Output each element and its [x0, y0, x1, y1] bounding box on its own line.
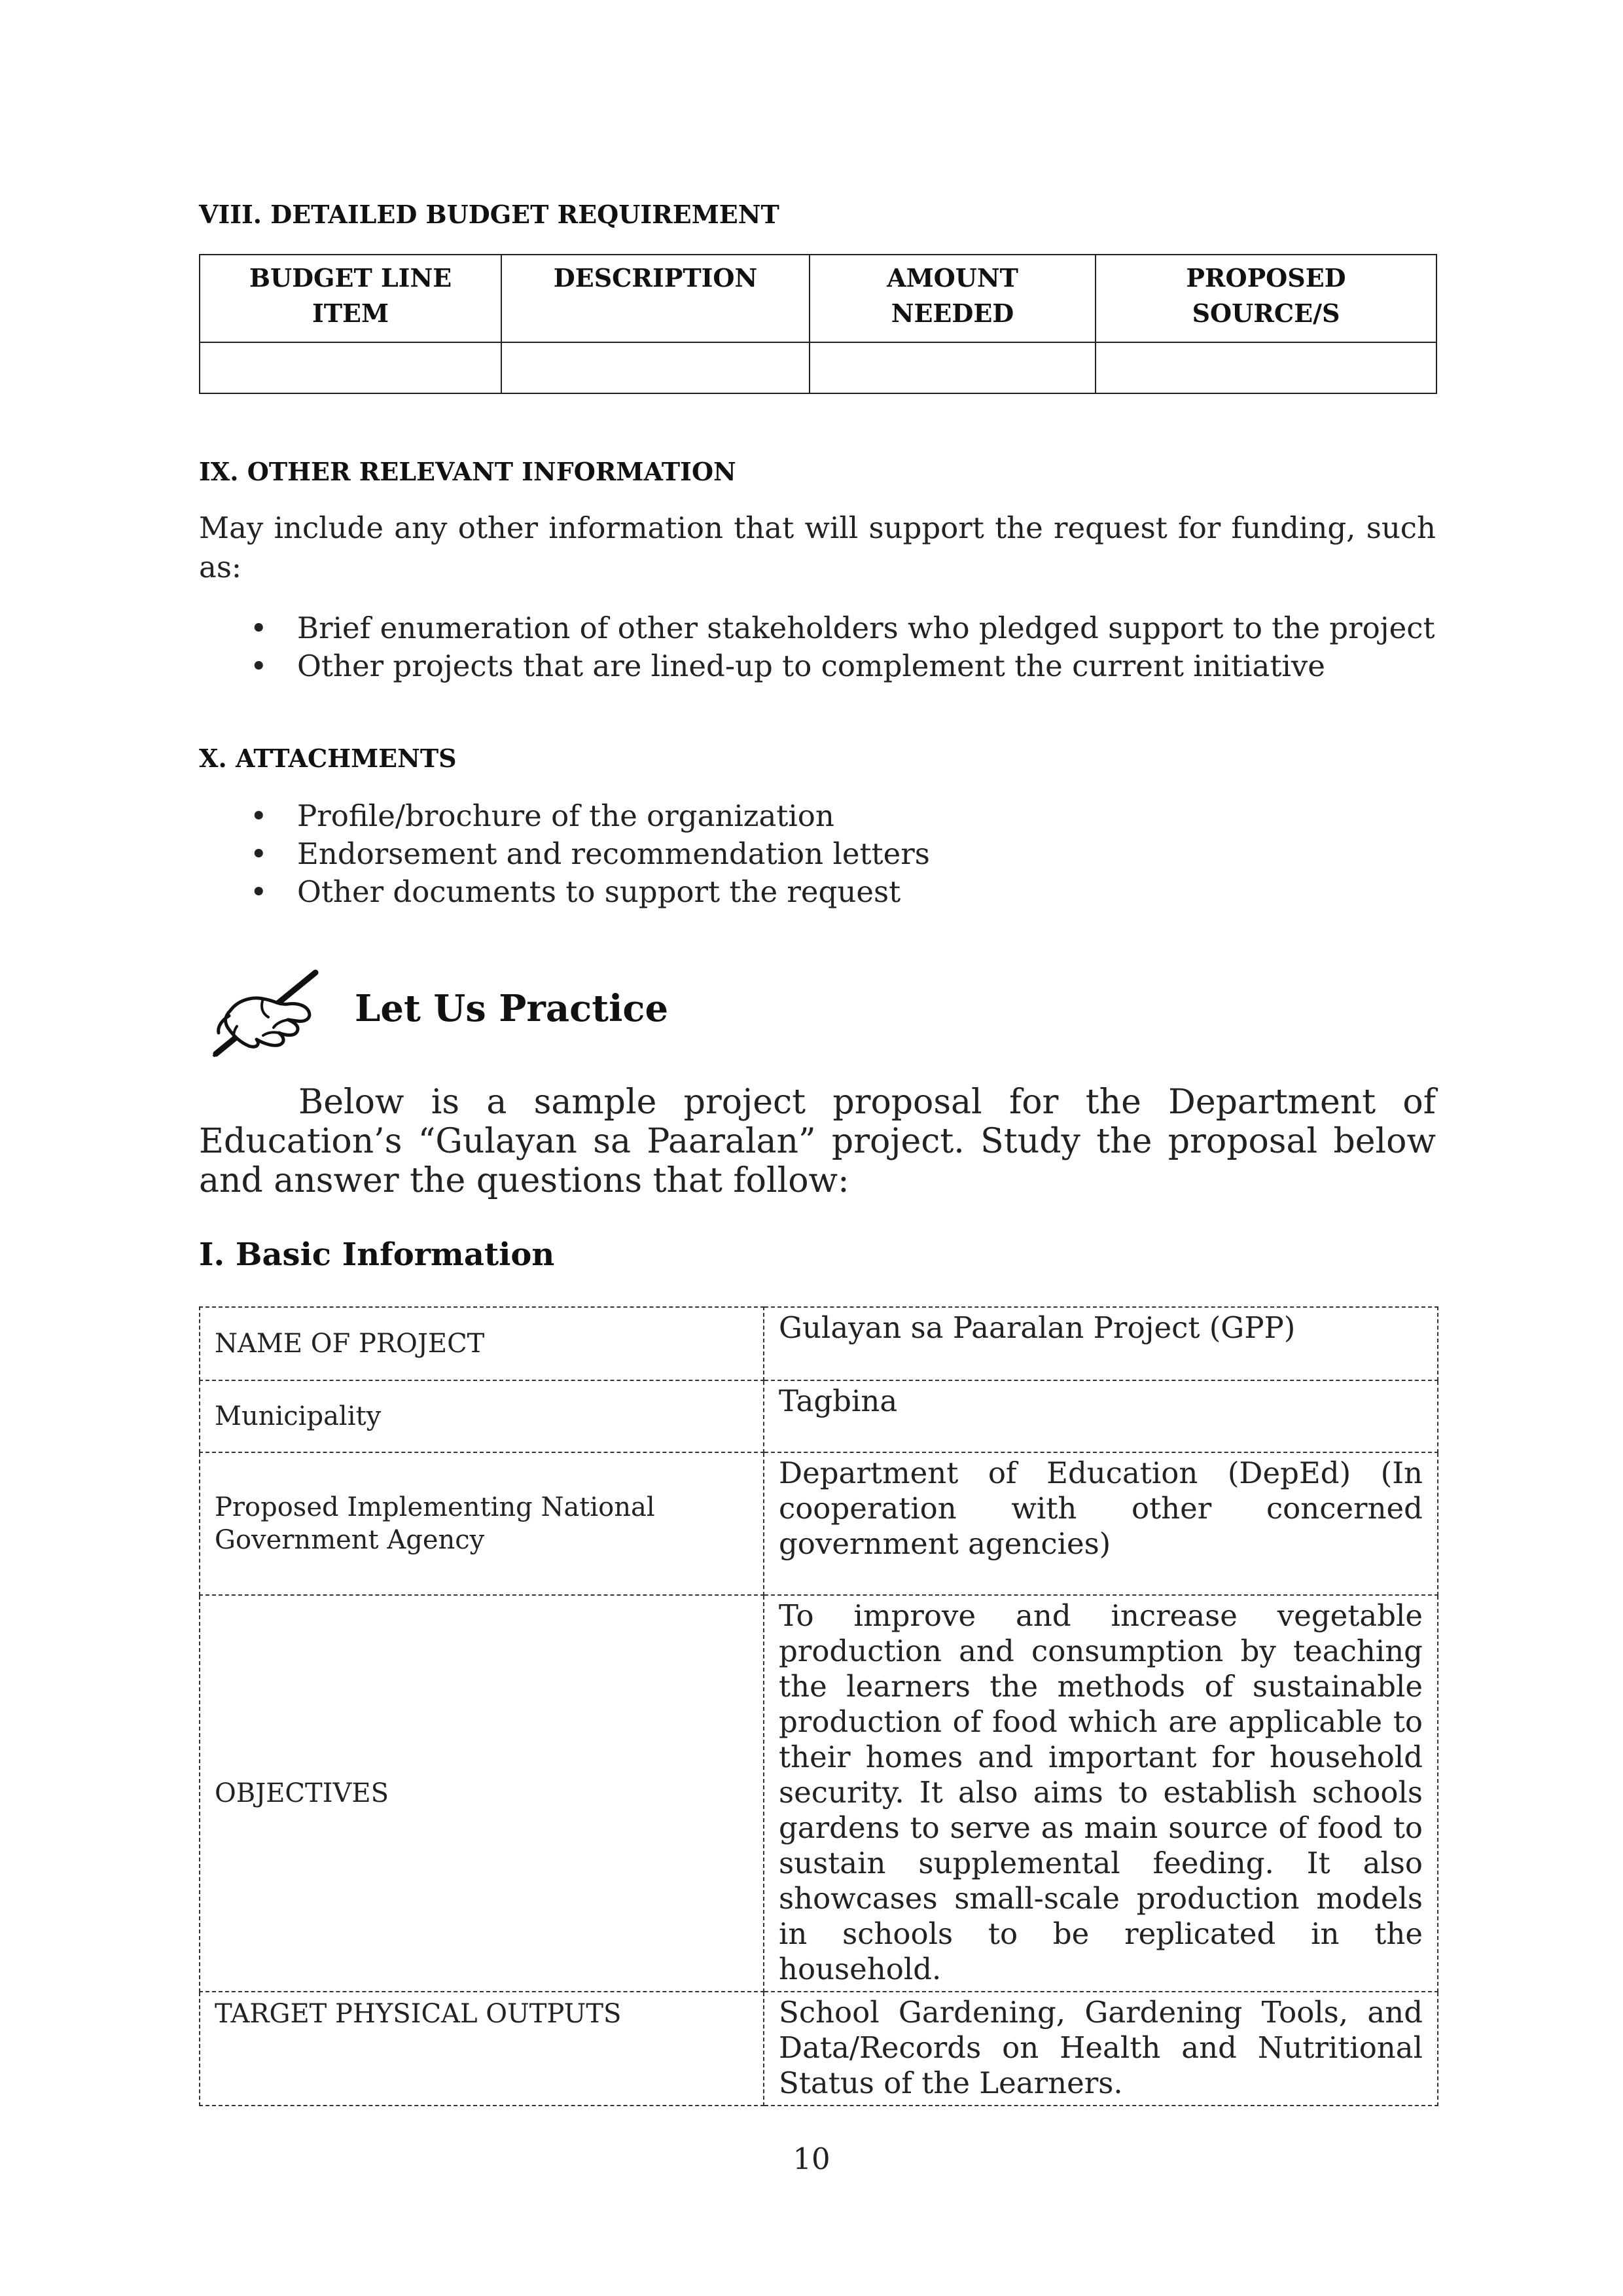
budget-table [199, 254, 1437, 394]
section-x-bullet-list [199, 797, 930, 911]
table-cell [501, 342, 810, 393]
column-header-description [501, 255, 810, 342]
column-header-amount-needed [810, 255, 1096, 342]
list-item-text: Profile/brochure of the organization [297, 798, 834, 833]
row-label: OBJECTIVES [200, 1595, 764, 1992]
budget-table-empty-row [200, 342, 1436, 393]
list-item [199, 873, 930, 911]
list-item-text: Brief enumeration of other stakeholders who pledged support to the project [297, 611, 1435, 645]
column-header-line: AMOUNT [887, 263, 1018, 293]
row-value: Gulayan sa Paaralan Project (GPP) [764, 1307, 1438, 1380]
basic-info-table [199, 1306, 1438, 2106]
basic-info-heading: I. Basic Information [199, 1236, 555, 1273]
row-label: Municipality [200, 1380, 764, 1452]
table-row [200, 1452, 1438, 1595]
row-value: Tagbina [764, 1380, 1438, 1452]
writing-hand-icon [211, 967, 329, 1059]
column-header-line: BUDGET LINE [249, 263, 452, 293]
section-ix-bullet-list [199, 609, 1435, 685]
column-header-proposed-sources [1096, 255, 1436, 342]
column-header-line: ITEM [312, 298, 389, 328]
row-value: Department of Education (DepEd) (In cooperation with other concerned government agencies) [764, 1452, 1438, 1595]
section-x-heading: X. ATTACHMENTS [199, 744, 457, 773]
list-item-text: Other documents to support the request [297, 874, 901, 909]
bullet-icon: • [250, 798, 268, 833]
section-ix-heading: IX. OTHER RELEVANT INFORMATION [199, 457, 736, 486]
table-row [200, 1595, 1438, 1992]
bullet-icon: • [250, 611, 268, 645]
table-row [200, 1307, 1438, 1380]
bullet-icon: • [250, 874, 268, 909]
row-label: Proposed Implementing National Government Agency [200, 1452, 764, 1595]
bullet-icon: • [250, 649, 268, 683]
table-cell [810, 342, 1096, 393]
column-header-line: SOURCE/S [1192, 298, 1340, 328]
row-label: NAME OF PROJECT [200, 1307, 764, 1380]
practice-paragraph: Below is a sample project proposal for the Department of Education’s “Gulayan sa Paaralan” project. Study the proposal below and answer the questions that follow: [199, 1083, 1436, 1200]
bullet-icon: • [250, 836, 268, 871]
section-viii-heading: VIII. DETAILED BUDGET REQUIREMENT [199, 200, 779, 229]
row-value: To improve and increase vegetable production and consumption by teaching the learners the methods of sustainable production of food which are applicable to their homes and important for household security. It also aims to establish schools gardens to serve as main source of food to sustain supplemental feeding. It also showcases small-scale production models in schools to be replicated in the household. [764, 1595, 1438, 1992]
column-header-line: PROPOSED [1186, 263, 1346, 293]
column-header-line: NEEDED [891, 298, 1014, 328]
column-header-budget-line-item [200, 255, 501, 342]
page-number: 10 [793, 2142, 830, 2176]
list-item-text: Endorsement and recommendation letters [297, 836, 930, 871]
table-row [200, 1992, 1438, 2106]
practice-title: Let Us Practice [355, 987, 669, 1030]
table-cell [1096, 342, 1436, 393]
table-cell [200, 342, 501, 393]
list-item-text: Other projects that are lined-up to complement the current initiative [297, 649, 1325, 683]
list-item [199, 835, 930, 873]
list-item [199, 797, 930, 835]
section-ix-intro: May include any other information that will support the request for funding, such as: [199, 511, 1436, 584]
list-item [199, 609, 1435, 647]
row-label: TARGET PHYSICAL OUTPUTS [200, 1992, 764, 2106]
row-value: School Gardening, Gardening Tools, and Data/Records on Health and Nutritional Status of the Learners. [764, 1992, 1438, 2106]
budget-table-header-row [200, 255, 1436, 342]
column-header-line: DESCRIPTION [553, 263, 758, 293]
list-item [199, 647, 1435, 685]
table-row [200, 1380, 1438, 1452]
